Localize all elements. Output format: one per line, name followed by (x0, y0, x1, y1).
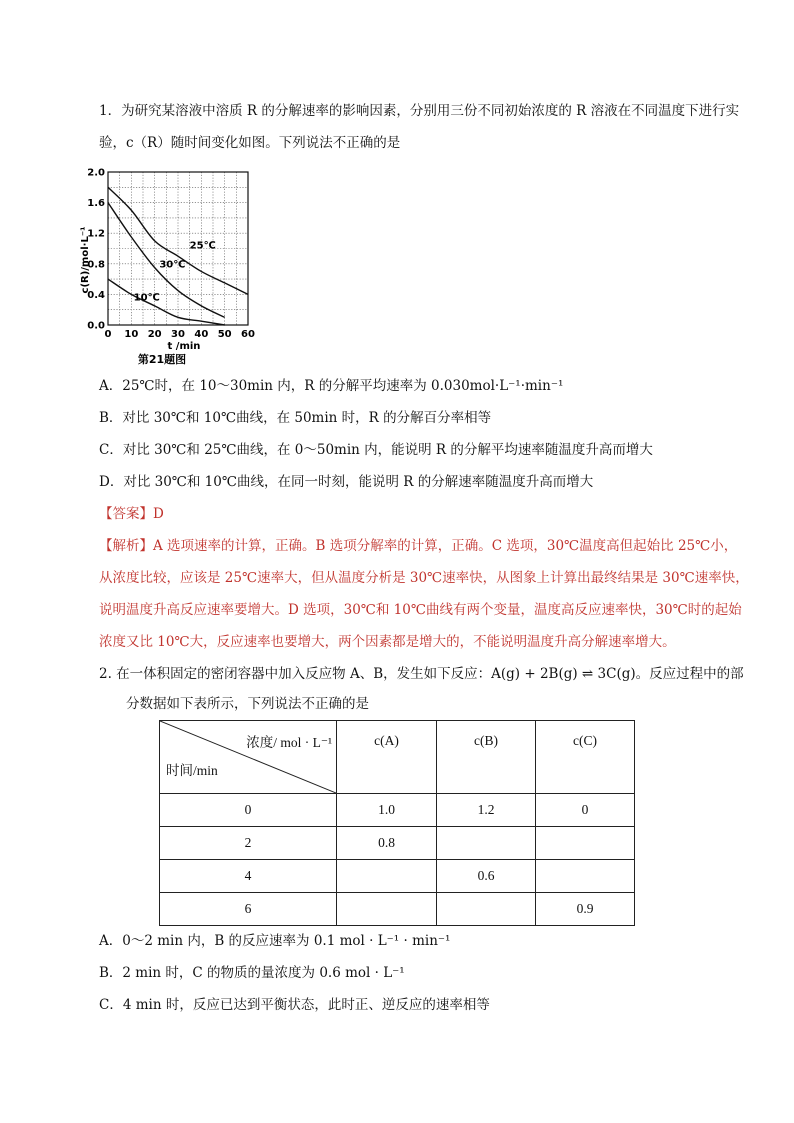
table-cell (337, 860, 437, 893)
table-header-diagonal-cell (160, 721, 337, 794)
table-cell (536, 860, 635, 893)
q2-stem-line-1: 2. 在一体积固定的密闭容器中加入反应物 A、B，发生如下反应：A(g) + 2B(g) ⇌ 3C(g)。反应过程中的部 (99, 666, 744, 682)
chart-grid (108, 172, 248, 325)
q2-data-table (159, 720, 635, 926)
q1-option-c: C．对比 30℃和 25℃曲线，在 0～50min 内，能说明 R 的分解平均速率随温度升高而增大 (99, 442, 653, 458)
chart-title: 第21题图 (137, 353, 187, 366)
y-tick-label: 0.4 (87, 289, 105, 301)
x-tick-label: 20 (147, 329, 162, 340)
y-tick-label: 1.2 (87, 228, 105, 240)
q2-option-a: A．0～2 min 内，B 的反应速率为 0.1 mol · L⁻¹ · min⁻¹ (99, 933, 451, 949)
table-cell: 0 (160, 794, 337, 827)
col-header-cc: c(C) (536, 721, 635, 794)
header-time-label: 时间/min (166, 763, 218, 778)
table-cell: 2 (160, 827, 337, 860)
x-tick-label: 60 (241, 329, 255, 340)
q2-option-c: C．4 min 时，反应已达到平衡状态，此时正、逆反应的速率相等 (99, 997, 490, 1013)
q2-option-b: B．2 min 时，C 的物质的量浓度为 0.6 mol · L⁻¹ (99, 965, 405, 981)
x-tick-label: 40 (194, 329, 209, 340)
header-concentration-label: 浓度/ mol · L⁻¹ (246, 735, 332, 750)
q1-analysis-line-2: 从浓度比较，应该是 25℃速率大，但从温度分析是 30℃速率快，从图象上计算出最终结果是 30℃速率快， (99, 570, 749, 586)
q1-analysis-line-3: 说明温度升高反应速率要增大。D 选项，30℃和 10℃曲线有两个变量，温度高反应速率快，30℃时的起始 (99, 602, 742, 618)
table-cell: 0 (536, 794, 635, 827)
q1-answer: 【答案】D (99, 506, 164, 522)
col-header-ca: c(A) (337, 721, 437, 794)
q1-chart (74, 160, 264, 370)
x-tick-label: 0 (104, 329, 112, 340)
table-cell: 0.6 (437, 860, 536, 893)
q1-stem-line-1: 1．为研究某溶液中溶质 R 的分解速率的影响因素，分别用三份不同初始浓度的 R 溶液在不同温度下进行实 (99, 103, 740, 119)
chart-xlabel: t /min (167, 341, 201, 352)
chart-ylabel: c(R)/mol·L⁻¹ (80, 226, 91, 294)
q1-analysis-line-4: 浓度又比 10℃大，反应速率也要增大，两个因素都是增大的，不能说明温度升高分解速率增大。 (99, 634, 676, 650)
q1-analysis-line-1: 【解析】A 选项速率的计算，正确。B 选项分解率的计算，正确。C 选项，30℃温度高但起始比 25℃小， (99, 538, 738, 554)
y-tick-label: 2.0 (87, 167, 105, 179)
table-cell: 6 (160, 893, 337, 926)
series-label: 30℃ (159, 259, 186, 271)
q1-option-b: B．对比 30℃和 10℃曲线，在 50min 时，R 的分解百分率相等 (99, 410, 492, 426)
y-tick-label: 1.6 (87, 198, 105, 210)
table-cell: 0.8 (337, 827, 437, 860)
y-tick-label: 0.8 (87, 259, 105, 271)
q1-stem-line-2: 验，c（R）随时间变化如图。下列说法不正确的是 (99, 135, 401, 151)
table-cell: 0.9 (536, 893, 635, 926)
y-tick-label: 0.0 (87, 320, 105, 332)
table-cell: 1.0 (337, 794, 437, 827)
q1-option-d: D．对比 30℃和 10℃曲线，在同一时刻，能说明 R 的分解速率随温度升高而增大 (99, 474, 594, 490)
q1-option-a: A．25℃时，在 10～30min 内，R 的分解平均速率为 0.030mol·L⁻¹·min⁻¹ (99, 378, 564, 394)
series-label: 25℃ (189, 240, 216, 252)
col-header-cb: c(B) (437, 721, 536, 794)
q2-stem-line-2: 分数据如下表所示，下列说法不正确的是 (126, 696, 369, 712)
table-cell (337, 893, 437, 926)
x-tick-label: 50 (217, 329, 232, 340)
table-cell (536, 827, 635, 860)
series-label: 10℃ (133, 292, 160, 304)
table-cell (437, 827, 536, 860)
table-cell: 1.2 (437, 794, 536, 827)
table-cell (437, 893, 536, 926)
x-tick-label: 10 (124, 329, 139, 340)
table-cell: 4 (160, 860, 337, 893)
x-tick-label: 30 (171, 329, 185, 340)
